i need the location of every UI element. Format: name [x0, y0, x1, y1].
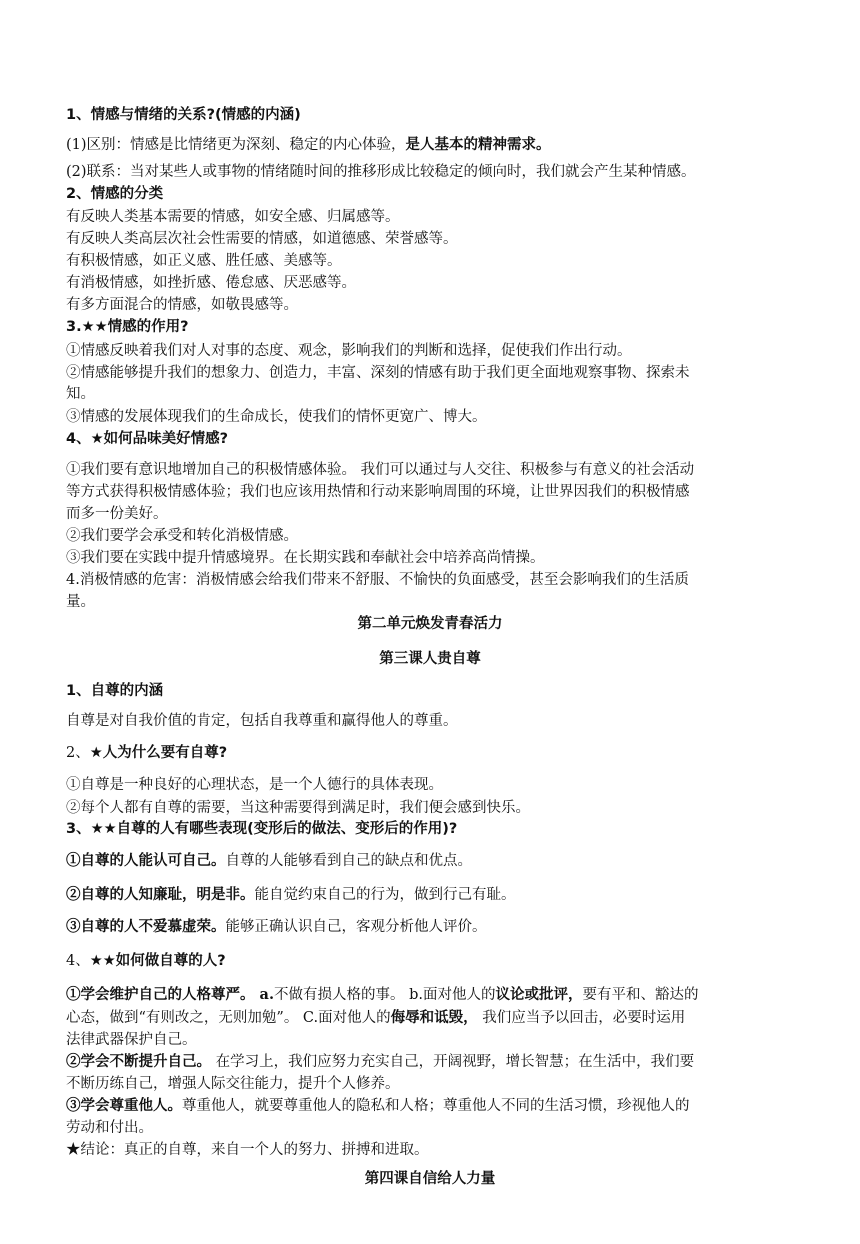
body-text: 自尊的人能够看到自己的缺点和优点。 [225, 853, 472, 869]
list-item-cont: 不断历练自己，增强人际交往能力，提升个人修养。 [66, 1076, 400, 1092]
list-item: ①情感反映着我们对人对事的态度、观念，影响我们的判断和选择，促使我们作出行动。 [66, 343, 632, 359]
list-item: ①我们要有意识地增加自己的积极情感体验。 我们可以通过与人交往、积极参与有意义的社会活动 [66, 462, 695, 478]
heading-self-respect-meaning: 1、自尊的内涵 [66, 683, 164, 699]
list-item: 有反映人类基本需要的情感，如安全感、归属感等。 [66, 209, 400, 225]
list-item: ①自尊是一种良好的心理状态，是一个人德行的具体表现。 [66, 777, 443, 793]
heading-why-self-respect [66, 742, 806, 764]
list-item-cont [66, 1007, 806, 1029]
list-item: ②情感能够提升我们的想象力、创造力，丰富、深刻的情感有助于我们更全面地观察事物、探索未 [66, 365, 690, 381]
body-text: 不做有损人格的事。 b.面对他人的 [274, 987, 496, 1003]
body-text: 我们应当予以回击，必要时运用 [477, 1010, 686, 1026]
paragraph-connection: (2)联系：当对某些人或事物的情绪随时间的推移形成比较稳定的倾向时，我们就会产生某种情感。 [66, 164, 696, 180]
bold-text: 侮辱和诋毁， [390, 1009, 478, 1026]
list-item [66, 1051, 806, 1073]
list-item [66, 916, 806, 938]
heading-number: 2、 [66, 745, 90, 761]
bold-text: ②自尊的人知廉耻，明是非。 [66, 886, 255, 903]
lesson-title: 第三课人贵自尊 [379, 651, 481, 667]
list-item: ②每个人都有自尊的需要，当这种需要得到满足时，我们便会感到快乐。 [66, 800, 530, 816]
paragraph-difference [66, 134, 806, 156]
list-item-cont: 等方式获得积极情感体验；我们也应该用热情和行动来影响周围的环境，让世界因我们的积极情感 [66, 484, 690, 500]
list-item [66, 850, 806, 872]
bold-text: ②学会不断提升自己。 [66, 1053, 211, 1070]
paragraph-self-respect: 自尊是对自我价值的肯定，包括自我尊重和赢得他人的尊重。 [66, 713, 458, 729]
body-text: 心态，做到“有则改之，无则加勉”。 C.面对他人的 [66, 1010, 391, 1026]
bold-text: ①自尊的人能认可自己。 [66, 852, 226, 869]
body-text: 要有平和、豁达的 [582, 987, 699, 1003]
body-text: 在学习上，我们应努力充实自己，开阔视野，增长智慧；在生活中，我们要 [211, 1054, 695, 1070]
list-item-cont: 量。 [66, 594, 95, 610]
list-item: 有多方面混合的情感，如敬畏感等。 [66, 297, 298, 313]
list-item: 4.消极情感的危害：消极情感会给我们带来不舒服、不愉快的负面感受，甚至会影响我们的生活质 [66, 572, 689, 588]
body-text: 能自觉约束自己的行为，做到行己有耻。 [254, 887, 516, 903]
bold-text: ③学会尊重他人。 [66, 1097, 182, 1114]
list-item [66, 1095, 806, 1117]
heading-emotion-relation: 1、情感与情绪的关系?(情感的内涵) [66, 107, 301, 123]
list-item: 有消极情感，如挫折感、倦怠感、厌恶感等。 [66, 275, 356, 291]
list-item: 有反映人类高层次社会性需要的情感，如道德感、荣誉感等。 [66, 231, 458, 247]
conclusion: ★结论：真正的自尊，来自一个人的努力、拼搏和进取。 [66, 1142, 429, 1158]
heading-savor-emotion: 4、★如何品味美好情感? [66, 431, 228, 447]
lesson-title: 第四课自信给人力量 [364, 1171, 496, 1187]
list-item [66, 984, 806, 1006]
text-difference-bold: 是人基本的精神需求。 [405, 136, 551, 153]
heading-text: ★人为什么要有自尊? [89, 745, 228, 761]
unit-title: 第二单元焕发青春活力 [357, 616, 503, 632]
body-text: 能够正确认识自己，客观分析他人评价。 [225, 919, 487, 935]
bold-text: ①学会维护自己的人格尊严。 [66, 986, 255, 1003]
bold-text: a. [254, 986, 274, 1003]
body-text: 尊重他人，就要尊重他人的隐私和人格；尊重他人不同的生活习惯，珍视他人的 [182, 1098, 690, 1114]
list-item: ②我们要学会承受和转化消极情感。 [66, 528, 298, 544]
list-item: 有积极情感，如正义感、胜任感、美感等。 [66, 253, 342, 269]
text-difference: (1)区别：情感是比情绪更为深刻、稳定的内心体验， [66, 137, 406, 153]
list-item-cont: 而多一份美好。 [66, 506, 168, 522]
heading-self-respect-signs: 3、★★自尊的人有哪些表现(变形后的做法、变形后的作用)? [66, 821, 458, 837]
heading-emotion-role: 3.★★情感的作用? [66, 319, 189, 335]
heading-emotion-types: 2、情感的分类 [66, 186, 164, 202]
list-item: ③情感的发展体现我们的生命成长，使我们的情怀更宽广、博大。 [66, 409, 487, 425]
bold-text: ③自尊的人不爱慕虚荣。 [66, 918, 226, 935]
heading-number: 4、 [66, 953, 90, 969]
bold-text: 议论或批评， [495, 986, 583, 1003]
list-item-cont: 法律武器保护自己。 [66, 1032, 197, 1048]
list-item-cont: 知。 [66, 386, 95, 402]
heading-how-self-respect [66, 950, 806, 972]
list-item: ③我们要在实践中提升情感境界。在长期实践和奉献社会中培养高尚情操。 [66, 550, 545, 566]
list-item [66, 884, 806, 906]
list-item-cont: 劳动和付出。 [66, 1120, 153, 1136]
heading-text: ★★如何做自尊的人? [89, 953, 226, 969]
